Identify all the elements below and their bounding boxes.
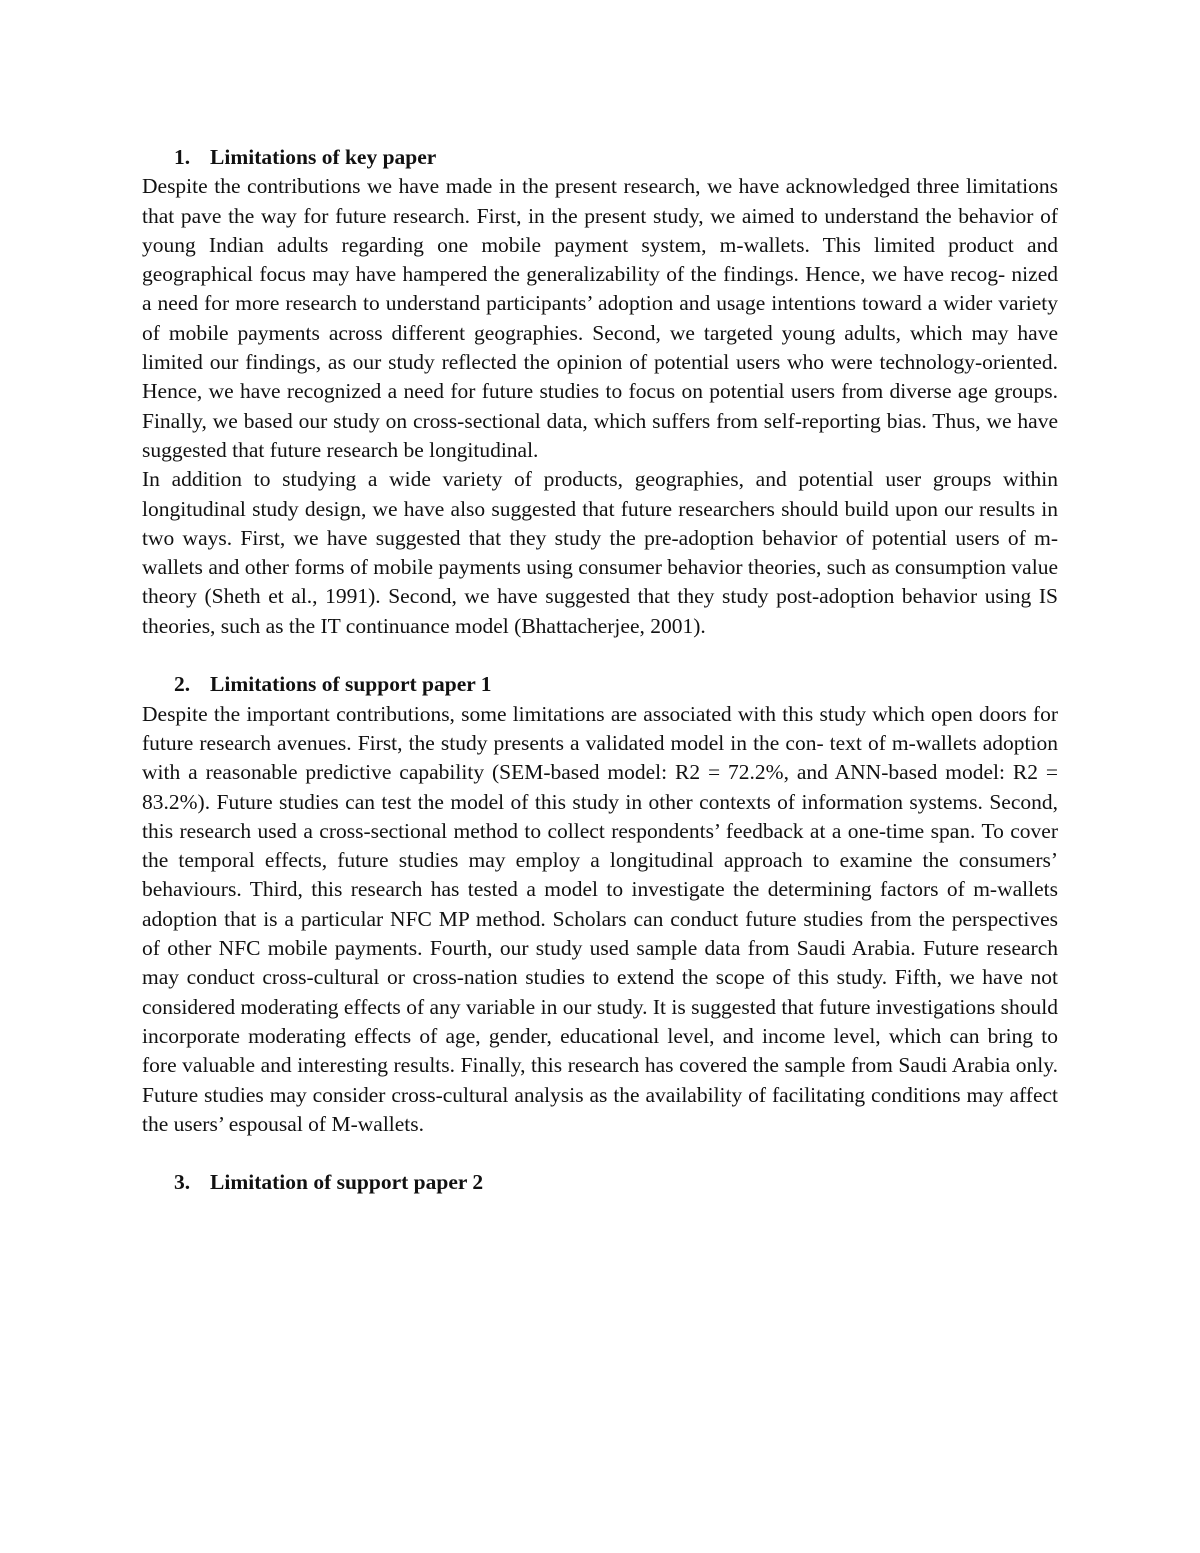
section-1-paragraph-2: In addition to studying a wide variety of products, geographies, and potential user groups within longitudinal study design, we have also suggested that future researchers should build upon our results in two ways. First, we have suggested that they study the pre-adoption behavior of potential users of m-wallets and other forms of mobile payments using consumer behavior theories, such as consumption value theory (Sheth et al., 1991). Second, we have suggested that they study post-adoption behavior using IS theories, such as the IT continuance model (Bhattacherjee, 2001).: [142, 467, 1058, 638]
section-spacer: [142, 1139, 1058, 1168]
section-2-number: 2.: [174, 672, 191, 697]
section-spacer: [142, 641, 1058, 670]
section-3-number: 3.: [174, 1170, 191, 1195]
section-1-paragraph-1: Despite the contributions we have made in the present research, we have acknowledged three limitations that pave the way for future research. First, in the present study, we aimed to understand the behavior of young Indian adults regarding one mobile payment system, m-wallets. This limited product and geographical focus may have hampered the generalizability of the findings. Hence, we have recog- nized a need for more research to understand participants’ adoption and usage intentions toward a wider variety of mobile payments across different geographies. Second, we targeted young adults, which may have limited our findings, as our study reflected the opinion of potential users who were technology-oriented. Hence, we have recognized a need for future studies to focus on potential users from diverse age groups. Finally, we based our study on cross-sectional data, which suffers from self-reporting bias. Thus, we have suggested that future research be longitudinal.: [142, 174, 1058, 462]
section-3-heading: [142, 1168, 1058, 1197]
section-1-number: 1.: [174, 145, 191, 169]
section-2-title: Limitations of support paper 1: [210, 672, 492, 697]
section-1-title: Limitations of key paper: [210, 145, 437, 169]
section-2-heading: [142, 670, 1058, 699]
section-1-heading: [142, 143, 1058, 172]
section-2-paragraph-1: Despite the important contributions, some limitations are associated with this study which open doors for future research avenues. First, the study presents a validated model in the con- text of m-wallets adoption with a reasonable predictive capability (SEM-based model: R2 = 72.2%, and ANN-based model: R2 = 83.2%). Future studies can test the model of this study in other contexts of information systems. Second, this research used a cross-sectional method to collect respondents’ feedback at a one-time span. To cover the temporal effects, future studies may employ a longitudinal approach to examine the consumers’ behaviours. Third, this research has tested a model to investigate the determining factors of m-wallets adoption that is a particular NFC MP method. Scholars can conduct future studies from the perspectives of other NFC mobile payments. Fourth, our study used sample data from Saudi Arabia. Future research may conduct cross-cultural or cross-nation studies to extend the scope of this study. Fifth, we have not considered moderating effects of any variable in our study. It is suggested that future investigations should incorporate moderating effects of age, gender, educational level, and income level, which can bring to fore valuable and interesting results. Finally, this research has covered the sample from Saudi Arabia only. Future studies may consider cross-cultural analysis as the availability of facilitating conditions may affect the users’ espousal of M-wallets.: [142, 701, 1058, 1136]
document-body: [142, 143, 1058, 1198]
section-3-title: Limitation of support paper 2: [210, 1170, 484, 1195]
